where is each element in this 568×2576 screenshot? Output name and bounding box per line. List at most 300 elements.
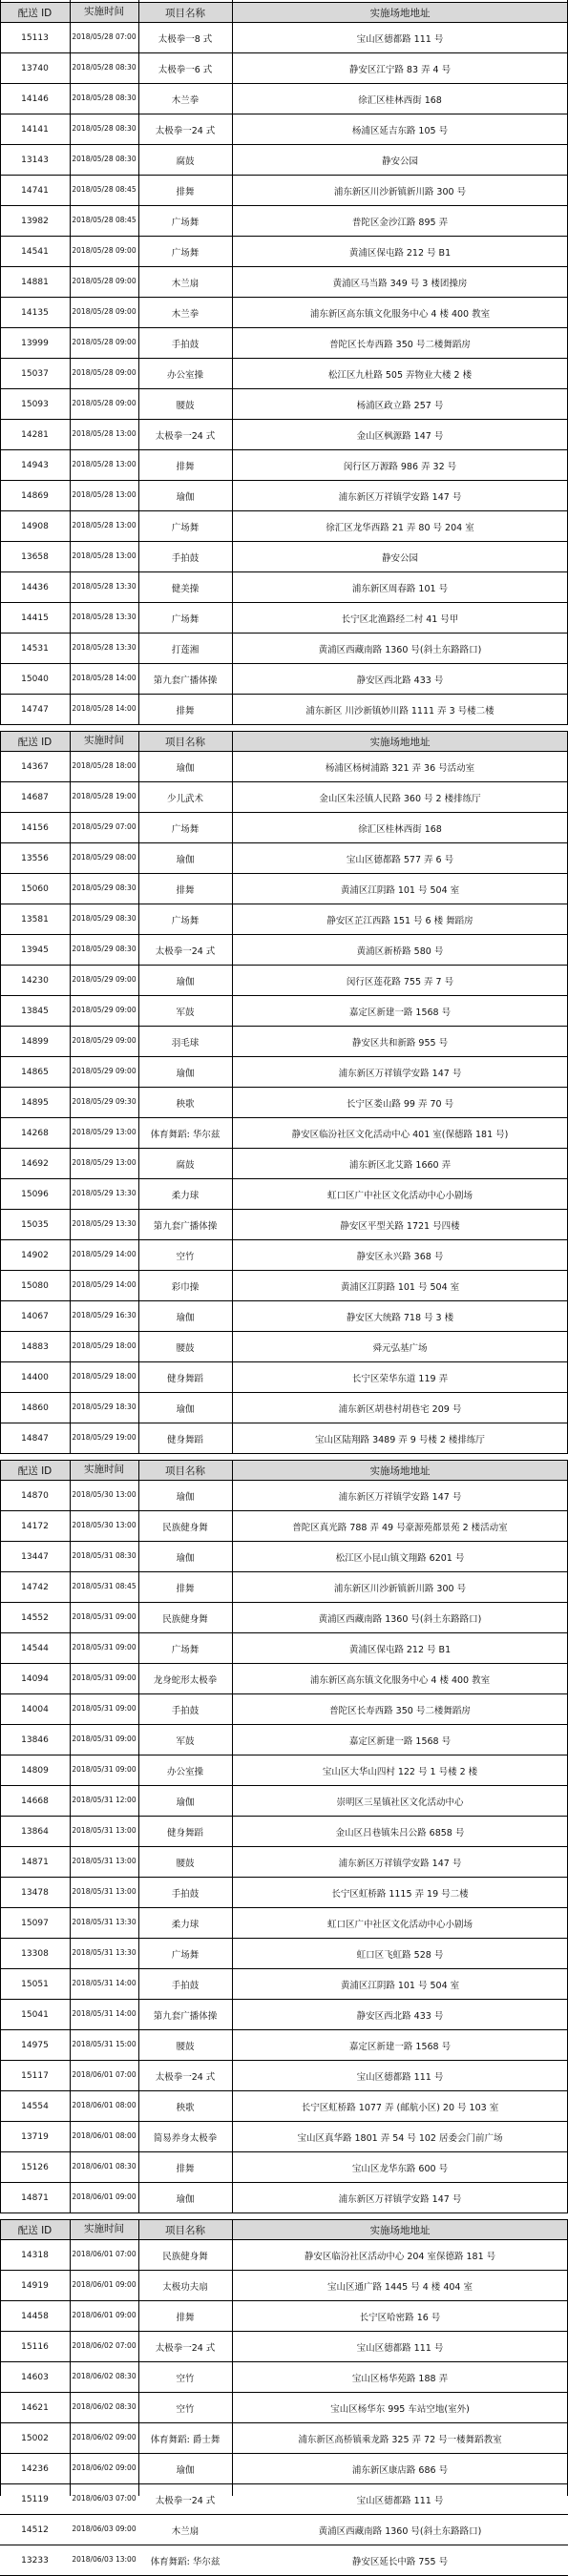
cell-delivery-id: 14621 [21,2402,49,2413]
cell-program-name: 广场舞 [171,823,200,835]
cell-delivery-id: 13143 [21,155,49,165]
table-row [0,1847,568,1878]
cell-date-time: 2018/05/31 13:30 [72,1948,137,1958]
table-row [0,328,568,359]
table-row [0,1878,568,1908]
cell-date-time: 2018/05/28 13:00 [72,490,137,500]
cell-date-time: 2018/06/01 09:00 [72,2311,137,2320]
cell-date-time: 2018/05/29 13:00 [72,1158,137,1168]
cell-venue-address: 黄浦区马当路 349 号 3 楼团操房 [332,278,468,289]
cell-date-time: 2018/05/28 13:00 [72,460,137,469]
cell-date-time: 2018/05/29 09:00 [72,1067,137,1076]
table-row [0,2152,568,2183]
cell-venue-address: 金山区枫源路 147 号 [356,430,444,442]
cell-delivery-id: 14141 [21,124,49,135]
cell-delivery-id: 14544 [21,1643,49,1653]
cell-delivery-id: 14668 [21,1796,49,1806]
cell-delivery-id: 13999 [21,338,49,348]
cell-program-name: 排舞 [176,2163,195,2174]
cell-venue-address: 静安区西北路 433 号 [356,2010,444,2022]
cell-delivery-id: 14919 [21,2280,49,2291]
cell-venue-address: 闵行区莲花路 755 弄 7 号 [346,976,454,987]
cell-delivery-id: 14871 [21,2192,49,2203]
cell-program-name: 腰鼓 [176,1858,195,1869]
table-row [0,966,568,996]
cell-delivery-id: 14146 [21,93,49,104]
cell-date-time: 2018/06/02 07:00 [72,2341,137,2351]
cell-date-time: 2018/05/31 13:30 [72,1918,137,1927]
cell-program-name: 龙身蛇形太极拳 [153,1674,218,1686]
cell-delivery-id: 14318 [21,2250,49,2260]
cell-date-time: 2018/06/01 08:30 [72,2162,137,2171]
table-row [0,2091,568,2122]
cell-venue-address: 长宁区娄山路 99 弄 70 号 [346,1098,454,1110]
cell-date-time: 2018/05/29 08:00 [72,853,137,862]
cell-date-time: 2018/05/28 09:00 [72,307,137,317]
cell-delivery-id: 15116 [21,2341,49,2352]
cell-delivery-id: 14692 [21,1158,49,1169]
cell-program-name: 太极拳一6 式 [158,64,213,75]
table-row [0,2030,568,2061]
cell-date-time: 2018/05/29 14:00 [72,1280,137,1290]
table-row [0,874,568,904]
table-row [0,2000,568,2030]
table-row [0,1423,568,1454]
table-row [0,1332,568,1362]
cell-date-time: 2018/05/28 08:30 [72,63,137,73]
cell-date-time: 2018/05/31 09:00 [72,1704,137,1714]
table-row [0,664,568,695]
cell-date-time: 2018/05/28 13:00 [72,429,137,439]
header-delivery-id: 配送 ID [17,1465,53,1477]
cell-venue-address: 杨浦区延吉东路 105 号 [351,125,449,136]
cell-date-time: 2018/05/28 13:00 [72,551,137,561]
cell-venue-address: 静安区临汾社区活动中心 204 室保德路 181 号 [304,2251,496,2262]
cell-program-name: 办公室操 [166,1766,203,1777]
cell-date-time: 2018/05/29 09:00 [72,1036,137,1046]
cell-date-time: 2018/05/28 09:00 [72,246,137,256]
cell-venue-address: 浦东新区高东镇文化服务中心 4 楼 400 教室 [309,308,491,320]
table-row [0,542,568,572]
cell-venue-address: 宝山区通广路 1445 号 4 楼 404 室 [327,2281,473,2293]
table-row [0,2515,568,2545]
cell-venue-address: 黄浦区江阴路 101 号 504 室 [340,884,460,896]
cell-date-time: 2018/05/28 09:00 [72,277,137,286]
cell-venue-address: 舜元弘基广场 [372,1342,428,1354]
cell-delivery-id: 14230 [21,975,49,986]
cell-delivery-id: 14943 [21,460,49,470]
cell-venue-address: 嘉定区新建一路 1568 号 [348,1735,452,1747]
table-row [0,1542,568,1572]
table-row [0,572,568,603]
cell-venue-address: 金山区吕巷镇朱吕公路 6858 号 [335,1827,465,1839]
cell-program-name: 第九套广播体操 [153,675,218,686]
header-venue-address: 实施场地地址 [369,736,431,748]
table-row [0,2545,568,2576]
cell-date-time: 2018/05/29 09:00 [72,975,137,985]
cell-venue-address: 虹口区广中社区文化活动中心小剧场 [326,1919,473,1930]
cell-date-time: 2018/05/28 13:00 [72,521,137,530]
cell-venue-address: 静安区西北路 433 号 [356,675,444,686]
cell-date-time: 2018/05/31 09:00 [72,1612,137,1622]
cell-program-name: 瑜伽 [176,1797,195,1808]
cell-venue-address: 嘉定区新建一路 1568 号 [348,1007,452,1018]
cell-program-name: 办公室操 [166,369,203,381]
cell-date-time: 2018/05/31 09:00 [72,1735,137,1744]
cell-program-name: 瑜伽 [176,491,195,503]
cell-delivery-id: 13945 [21,945,49,955]
header-date-time: 实施时间 [84,6,124,18]
table-row [0,1755,568,1786]
cell-delivery-id: 14899 [21,1036,49,1047]
cell-program-name: 瑜伽 [176,1068,195,1079]
table-row [0,1027,568,1057]
cell-venue-address: 静安区共和新路 955 号 [351,1037,449,1049]
table-row [0,1603,568,1633]
cell-program-name: 太极拳一24 式 [155,945,216,957]
table-row [0,420,568,450]
cell-delivery-id: 14281 [21,429,49,440]
table-row [0,1271,568,1301]
cell-venue-address: 宝山区陆翔路 3489 弄 9 号楼 2 楼排练厅 [315,1434,485,1445]
cell-venue-address: 浦东新区 川沙新镇妙川路 1111 弄 3 号楼二楼 [305,705,494,717]
cell-venue-address: 静安区芷江西路 151 号 6 楼 舞蹈房 [326,915,473,926]
cell-program-name: 军鼓 [176,1735,195,1747]
cell-program-name: 健美操 [171,583,200,594]
cell-date-time: 2018/05/29 13:30 [72,1219,137,1229]
cell-program-name: 瑜伽 [176,762,195,774]
cell-date-time: 2018/05/28 09:00 [72,338,137,347]
cell-date-time: 2018/05/28 14:00 [72,674,137,683]
cell-program-name: 排舞 [176,705,195,717]
cell-program-name: 腰鼓 [176,1342,195,1354]
section-gap [0,725,568,731]
cell-program-name: 木兰扇 [171,278,200,289]
cell-delivery-id: 14172 [21,1521,49,1531]
cell-delivery-id: 14531 [21,643,49,654]
cell-venue-address: 杨浦区杨树浦路 321 弄 36 号活动室 [325,762,475,774]
cell-venue-address: 静安区江宁路 83 弄 4 号 [348,64,452,75]
cell-date-time: 2018/05/28 13:30 [72,582,137,592]
table-row [0,1694,568,1725]
header-program-name: 项目名称 [165,736,205,748]
cell-date-time: 2018/05/28 13:30 [72,613,137,622]
cell-venue-address: 宝山区德都路 111 号 [356,33,444,45]
cell-program-name: 腰鼓 [176,400,195,411]
cell-venue-address: 宝山区大华山四村 122 号 1 号楼 2 楼 [322,1766,478,1777]
cell-venue-address: 静安区延长中路 755 号 [351,2556,449,2567]
cell-date-time: 2018/05/31 14:00 [72,1979,137,1988]
cell-delivery-id: 14268 [21,1128,49,1138]
table-row [0,1664,568,1694]
cell-program-name: 广场舞 [171,522,200,533]
cell-venue-address: 普陀区长寿西路 350 号二楼舞蹈房 [329,339,471,350]
cell-venue-address: 浦东新区高东镇文化服务中心 4 楼 400 教室 [309,1674,491,1686]
cell-date-time: 2018/05/28 07:00 [72,32,137,42]
cell-venue-address: 杨浦区政立路 257 号 [356,400,444,411]
cell-venue-address: 静安区平型关路 1721 号四楼 [340,1220,460,1232]
cell-program-name: 健身舞蹈 [166,1373,203,1384]
cell-venue-address: 宝山区德都路 111 号 [356,2495,444,2506]
cell-program-name: 健身舞蹈 [166,1827,203,1839]
cell-program-name: 排舞 [176,186,195,197]
table-row [0,237,568,267]
cell-venue-address: 松江区小昆山镇文翔路 6201 号 [335,1552,465,1564]
cell-delivery-id: 14687 [21,792,49,802]
cell-program-name: 太极拳一24 式 [155,430,216,442]
cell-program-name: 腐鼓 [176,156,195,167]
cell-delivery-id: 14458 [21,2311,49,2321]
cell-delivery-id: 13658 [21,551,49,562]
table-row [0,2122,568,2152]
cell-delivery-id: 13581 [21,914,49,924]
cell-date-time: 2018/05/28 09:00 [72,368,137,378]
cell-delivery-id: 14541 [21,246,49,257]
cell-date-time: 2018/05/29 13:00 [72,1128,137,1137]
cell-venue-address: 长宁区虹桥路 1115 弄 19 号二楼 [331,1888,469,1900]
cell-program-name: 瑜伽 [176,854,195,865]
cell-date-time: 2018/05/31 12:00 [72,1796,137,1805]
cell-date-time: 2018/05/29 09:30 [72,1097,137,1107]
table-row [0,1817,568,1847]
cell-program-name: 打莲湘 [171,644,200,655]
cell-program-name: 广场舞 [171,247,200,259]
cell-delivery-id: 14400 [21,1372,49,1382]
cell-delivery-id: 14881 [21,277,49,287]
header-date-time: 实施时间 [84,1464,124,1476]
header-delivery-id: 配送 ID [17,2224,53,2236]
cell-venue-address: 静安区永兴路 368 号 [356,1251,444,1262]
cell-program-name: 广场舞 [171,915,200,926]
table-row [0,1908,568,1939]
cell-program-name: 太极拳一24 式 [155,2495,216,2506]
cell-program-name: 羽毛球 [171,1037,200,1049]
cell-venue-address: 宝山区杨华苑路 188 弄 [351,2373,449,2384]
cell-venue-address: 黄浦区江阴路 101 号 504 室 [340,1281,460,1293]
table-row [0,23,568,53]
section-gap [0,2213,568,2219]
header-date-time: 实施时间 [84,2223,124,2235]
table-row [0,511,568,542]
cell-program-name: 排舞 [176,461,195,472]
cell-delivery-id: 14908 [21,521,49,531]
table-row [0,359,568,389]
cell-program-name: 太极拳一24 式 [155,2071,216,2083]
cell-delivery-id: 15117 [21,2070,49,2081]
cell-delivery-id: 15080 [21,1280,49,1291]
table-header-row [0,731,568,752]
table-row [0,1969,568,2000]
cell-delivery-id: 14512 [21,2524,49,2535]
cell-date-time: 2018/06/02 09:00 [72,2463,137,2473]
cell-venue-address: 宝山区龙华东路 600 号 [351,2163,449,2174]
table-row [0,2484,568,2515]
cell-program-name: 体育舞蹈: 华尔兹 [150,1129,221,1140]
cell-venue-address: 宝山区真华路 1801 弄 54 号 102 居委会门前广场 [297,2132,503,2144]
cell-date-time: 2018/05/28 19:00 [72,792,137,801]
cell-date-time: 2018/05/28 08:45 [72,216,137,225]
cell-venue-address: 浦东新区万祥镇学安路 147 号 [338,1858,462,1869]
cell-program-name: 瑜伽 [176,2464,195,2476]
table-row [0,603,568,634]
table-row [0,634,568,664]
table-row [0,695,568,725]
cell-delivery-id: 14847 [21,1433,49,1444]
cell-delivery-id: 14135 [21,307,49,318]
cell-venue-address: 宝山区杨华东 995 车站空地(室外) [330,2403,470,2415]
cell-date-time: 2018/06/02 09:00 [72,2433,137,2442]
cell-program-name: 空竹 [176,2373,195,2384]
cell-delivery-id: 14870 [21,1490,49,1501]
table-row [0,1725,568,1755]
cell-delivery-id: 14415 [21,613,49,623]
cell-program-name: 太极功夫扇 [162,2281,208,2293]
cell-program-name: 手拍鼓 [171,339,200,350]
table-row [0,84,568,114]
cell-delivery-id: 15051 [21,1979,49,1989]
cell-date-time: 2018/06/01 07:00 [72,2250,137,2259]
cell-date-time: 2018/06/03 09:00 [72,2524,137,2534]
cell-delivery-id: 14004 [21,1704,49,1714]
cell-program-name: 少儿武术 [166,793,203,804]
table-row [0,2301,568,2332]
table-row [0,1210,568,1240]
table-row [0,904,568,935]
cell-program-name: 太极拳一8 式 [158,33,213,45]
cell-delivery-id: 15040 [21,674,49,684]
cell-venue-address: 浦东新区川沙新镇新川路 300 号 [333,1583,467,1594]
table-header-row [0,1460,568,1481]
cell-delivery-id: 13982 [21,216,49,226]
table-row [0,1786,568,1817]
cell-date-time: 2018/05/31 13:00 [72,1826,137,1836]
cell-delivery-id: 14436 [21,582,49,592]
table-row [0,1939,568,1969]
cell-delivery-id: 15113 [21,32,49,43]
cell-delivery-id: 13233 [21,2555,49,2566]
cell-date-time: 2018/05/29 13:30 [72,1189,137,1198]
cell-date-time: 2018/05/29 16:30 [72,1311,137,1320]
table-row [0,843,568,874]
cell-venue-address: 宝山区德都路 111 号 [356,2342,444,2354]
cell-program-name: 木兰拳 [171,94,200,106]
cell-program-name: 柔力球 [171,1190,200,1201]
cell-date-time: 2018/05/31 08:30 [72,1551,137,1561]
cell-date-time: 2018/06/01 07:00 [72,2070,137,2080]
header-program-name: 项目名称 [165,1465,205,1477]
cell-program-name: 军鼓 [176,1007,195,1018]
table-row [0,2332,568,2362]
cell-program-name: 空竹 [176,2403,195,2415]
cell-venue-address: 徐汇区龙华西路 21 弄 80 号 204 室 [326,522,474,533]
table-row [0,1149,568,1179]
cell-delivery-id: 15119 [21,2494,49,2504]
cell-delivery-id: 14809 [21,1765,49,1776]
cell-venue-address: 虹口区广中社区文化活动中心小剧场 [326,1190,473,1201]
cell-delivery-id: 14747 [21,704,49,715]
cell-program-name: 木兰拳 [171,308,200,320]
cell-venue-address: 嘉定区新建一路 1568 号 [348,2041,452,2052]
table-row [0,114,568,145]
cell-program-name: 民族健身舞 [162,1522,208,1533]
cell-date-time: 2018/06/03 07:00 [72,2494,137,2503]
cell-delivery-id: 14554 [21,2101,49,2111]
cell-delivery-id: 14094 [21,1673,49,1684]
table-header-row [0,2,568,23]
cell-program-name: 体育舞蹈: 爵士舞 [150,2434,221,2445]
table-row [0,1179,568,1210]
cell-delivery-id: 13308 [21,1948,49,1959]
cell-delivery-id: 15037 [21,368,49,379]
cell-program-name: 排舞 [176,2312,195,2323]
cell-venue-address: 浦东新区万祥镇学安路 147 号 [338,1068,462,1079]
cell-date-time: 2018/06/01 09:00 [72,2192,137,2202]
cell-date-time: 2018/05/28 08:30 [72,93,137,103]
cell-delivery-id: 14865 [21,1067,49,1077]
table-row [0,145,568,176]
cell-delivery-id: 14883 [21,1341,49,1352]
cell-program-name: 瑜伽 [176,1491,195,1503]
section-gap [0,1454,568,1460]
cell-venue-address: 静安公园 [381,552,418,564]
cell-delivery-id: 14603 [21,2372,49,2382]
cell-venue-address: 黄浦区保屯路 212 号 B1 [348,247,452,259]
cell-program-name: 瑜伽 [176,1403,195,1415]
cell-venue-address: 宝山区德都路 111 号 [356,2071,444,2083]
cell-date-time: 2018/05/29 14:00 [72,1250,137,1259]
table-row [0,481,568,511]
table-row [0,53,568,84]
cell-venue-address: 徐汇区桂林西街 168 [358,94,442,106]
cell-date-time: 2018/05/28 14:00 [72,704,137,714]
header-program-name: 项目名称 [165,2224,205,2236]
cell-date-time: 2018/05/31 09:00 [72,1643,137,1652]
table-row [0,1633,568,1664]
cell-delivery-id: 13556 [21,853,49,863]
cell-venue-address: 静安公园 [381,156,418,167]
cell-delivery-id: 13845 [21,1006,49,1016]
cell-venue-address: 黄浦区西藏南路 1360 号(斜土东路路口) [318,1613,482,1625]
cell-program-name: 广场舞 [171,217,200,228]
cell-delivery-id: 13447 [21,1551,49,1562]
cell-program-name: 第九套广播体操 [153,1220,218,1232]
cell-program-name: 广场舞 [171,1949,200,1961]
cell-date-time: 2018/06/01 08:00 [72,2131,137,2141]
cell-venue-address: 崇明区三星镇社区文化活动中心 [336,1797,464,1808]
table-row [0,1393,568,1423]
cell-program-name: 瑜伽 [176,976,195,987]
cell-venue-address: 普陀区长寿西路 350 号二楼舞蹈房 [329,1705,471,1716]
header-delivery-id: 配送 ID [17,736,53,748]
cell-venue-address: 黄浦区江阴路 101 号 504 室 [340,1980,460,1991]
header-delivery-id: 配送 ID [17,7,53,19]
table-row [0,2183,568,2213]
cell-venue-address: 浦东新区高桥镇乘龙路 325 弄 72 号一楼舞蹈教室 [298,2434,502,2445]
cell-date-time: 2018/05/29 08:30 [72,914,137,924]
cell-delivery-id: 14367 [21,761,49,772]
cell-program-name: 腐鼓 [176,1159,195,1171]
cell-program-name: 广场舞 [171,613,200,625]
cell-program-name: 简易养身太极拳 [153,2132,218,2144]
table-row [0,176,568,206]
cell-venue-address: 浦东新区万祥镇学安路 147 号 [338,1491,462,1503]
cell-venue-address: 长宁区哈密路 16 号 [359,2312,441,2323]
table-row [0,1301,568,1332]
cell-program-name: 广场舞 [171,1644,200,1655]
header-venue-address: 实施场地地址 [369,2224,431,2236]
cell-venue-address: 浦东新区万祥镇学安路 147 号 [338,2193,462,2205]
cell-program-name: 民族健身舞 [162,1613,208,1625]
